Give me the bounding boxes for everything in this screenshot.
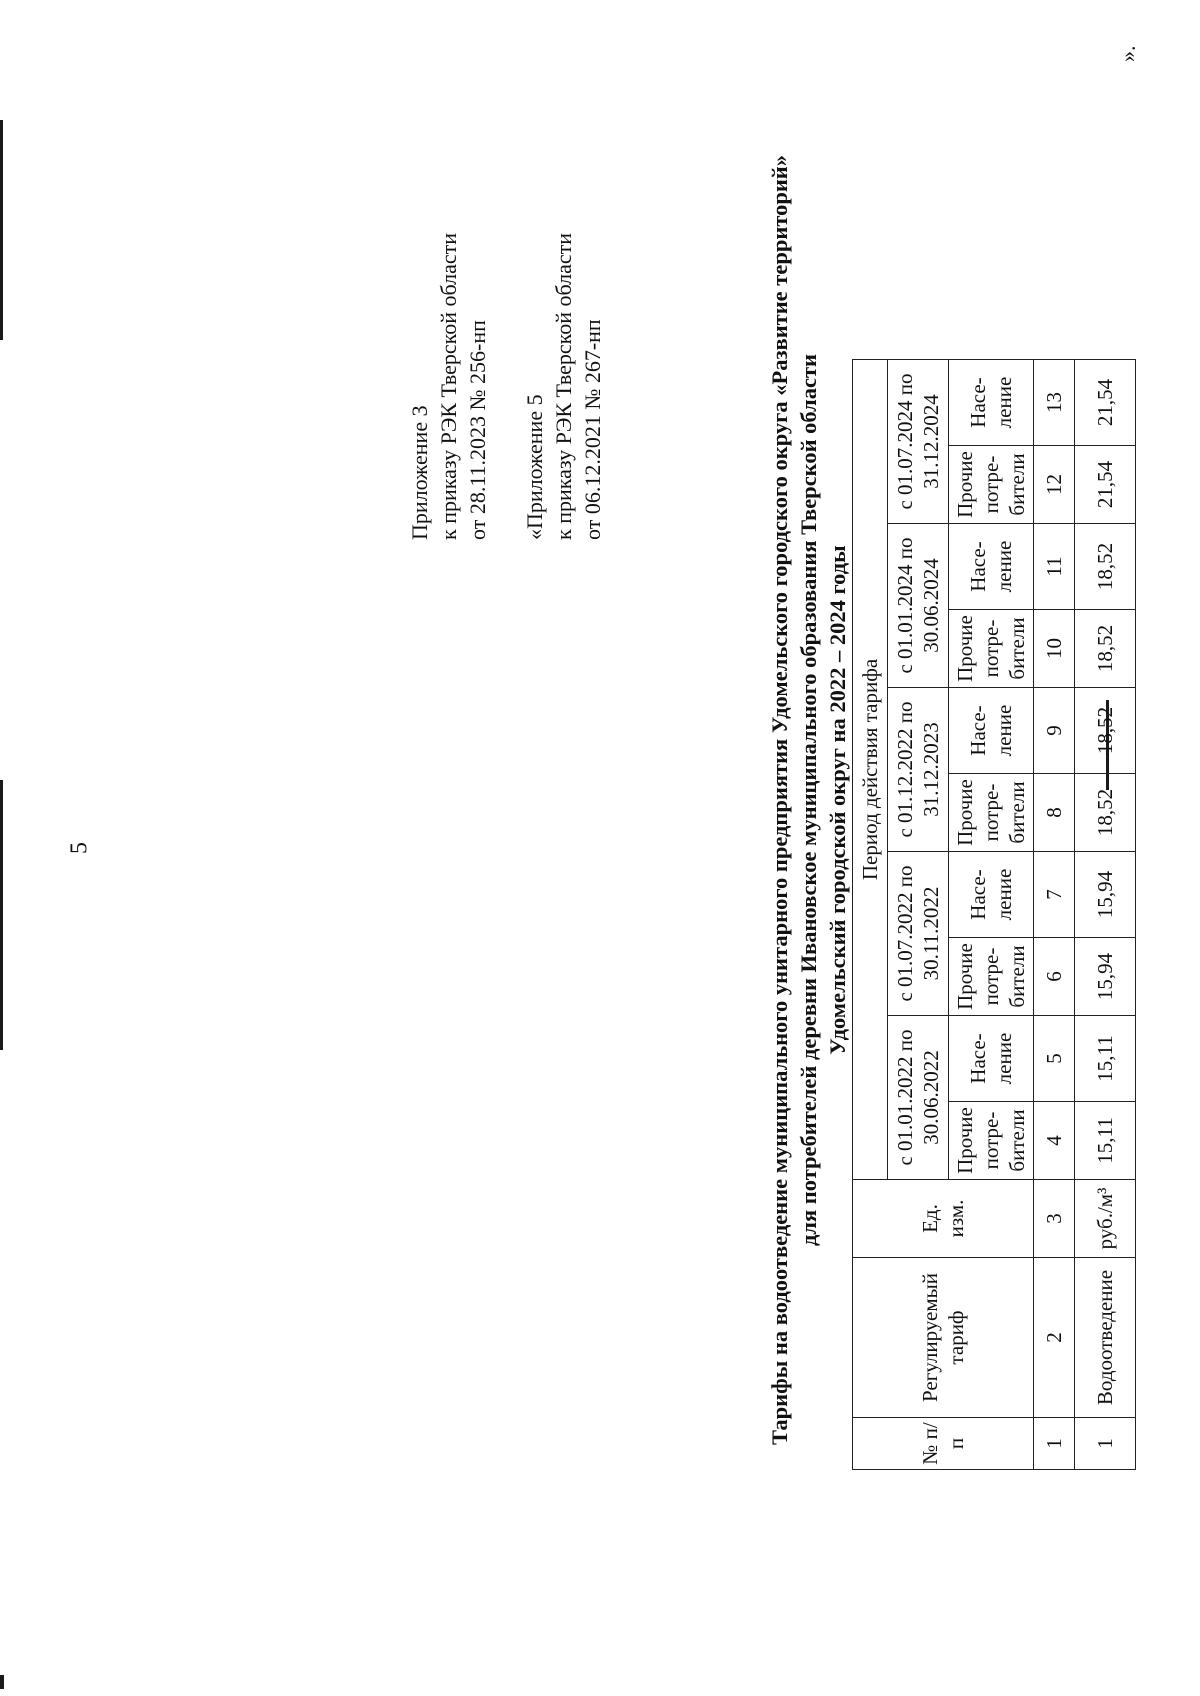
scan-mark-middle [0, 780, 3, 1050]
column-number: 3 [1034, 1180, 1075, 1258]
header-row-period [853, 360, 888, 1470]
row-no: 1 [1075, 1418, 1136, 1470]
tariff-value: 18,52 [1075, 524, 1136, 610]
row-tariff-name: Водоотведение [1075, 1258, 1136, 1418]
column-number: 4 [1034, 1102, 1075, 1180]
header-no: № п/ п [853, 1418, 1034, 1470]
column-number: 7 [1034, 852, 1075, 938]
period-header: с 01.01.2024 по 30.06.2024 [888, 524, 949, 688]
tariff-value: 21,54 [1075, 446, 1136, 524]
tariff-value: 18,52 [1075, 610, 1136, 688]
appendix-3-line1: Приложение 3 [407, 405, 432, 540]
appendix-3-line2: к приказу РЭК Тверской области [436, 232, 461, 540]
closing-quote: ». [1115, 45, 1140, 62]
appendix-5-line3: от 06.12.2021 № 267-нп [580, 319, 605, 540]
tariff-value: 18,52 [1075, 774, 1136, 852]
tariff-table [852, 359, 1136, 1470]
rotated-content [390, 20, 1200, 1580]
row-unit: руб./м³ [1075, 1180, 1136, 1258]
subheader-population: Насе- ление [949, 852, 1034, 938]
title-line1: Тарифы на водоотведение муниципального унитарного предприятия Удомельского городского округа «Развитие территорий» [767, 154, 792, 1446]
title-line3: Удомельский городской округ на 2022 – 2024 годы [825, 545, 850, 1055]
document-title [765, 20, 852, 1580]
table-row [1075, 360, 1136, 1470]
column-number: 6 [1034, 938, 1075, 1016]
tariff-value: 15,94 [1075, 938, 1136, 1016]
scan-mark-bottom [0, 1675, 4, 1689]
column-number: 12 [1034, 446, 1075, 524]
appendix-5-reference [520, 233, 607, 540]
period-header: с 01.07.2022 по 30.11.2022 [888, 852, 949, 1016]
title-line2: для потребителей деревни Ивановское муниципального образования Тверской области [796, 354, 821, 1247]
period-header: с 01.07.2024 по 31.12.2024 [888, 360, 949, 524]
column-number: 8 [1034, 774, 1075, 852]
appendix-3-reference [405, 233, 492, 540]
subheader-other-consumers: Прочие потре- бители [949, 446, 1034, 524]
column-number: 2 [1034, 1258, 1075, 1418]
subheader-other-consumers: Прочие потре- бители [949, 774, 1034, 852]
header-regulated-tariff: Регулируемый тариф [853, 1258, 1034, 1418]
column-number: 13 [1034, 360, 1075, 446]
tariff-value: 15,11 [1075, 1102, 1136, 1180]
subheader-other-consumers: Прочие потре- бители [949, 610, 1034, 688]
column-number: 1 [1034, 1418, 1075, 1470]
column-number-row [1034, 360, 1075, 1470]
header-period: Период действия тарифа [853, 360, 888, 1180]
appendix-5-line1: «Приложение 5 [522, 394, 547, 540]
appendix-3-line3: от 28.11.2023 № 256-нп [465, 320, 490, 540]
subheader-population: Насе- ление [949, 524, 1034, 610]
period-header: с 01.01.2022 по 30.06.2022 [888, 1016, 949, 1180]
subheader-other-consumers: Прочие потре- бители [949, 938, 1034, 1016]
period-header: с 01.12.2022 по 31.12.2023 [888, 688, 949, 852]
subheader-other-consumers: Прочие потре- бители [949, 1102, 1034, 1180]
tariff-value: 21,54 [1075, 360, 1136, 446]
tariff-value: 18,52 [1075, 688, 1136, 774]
subheader-population: Насе- ление [949, 1016, 1034, 1102]
page-number: 5 [66, 842, 93, 854]
subheader-population: Насе- ление [949, 688, 1034, 774]
tariff-value: 15,94 [1075, 852, 1136, 938]
appendix-5-line2: к приказу РЭК Тверской области [551, 232, 576, 540]
subheader-population: Насе- ление [949, 360, 1034, 446]
column-number: 5 [1034, 1016, 1075, 1102]
column-number: 9 [1034, 688, 1075, 774]
column-number: 11 [1034, 524, 1075, 610]
tariff-value: 15,11 [1075, 1016, 1136, 1102]
column-number: 10 [1034, 610, 1075, 688]
header-unit: Ед. изм. [853, 1180, 1034, 1258]
scan-mark-top [0, 120, 3, 340]
